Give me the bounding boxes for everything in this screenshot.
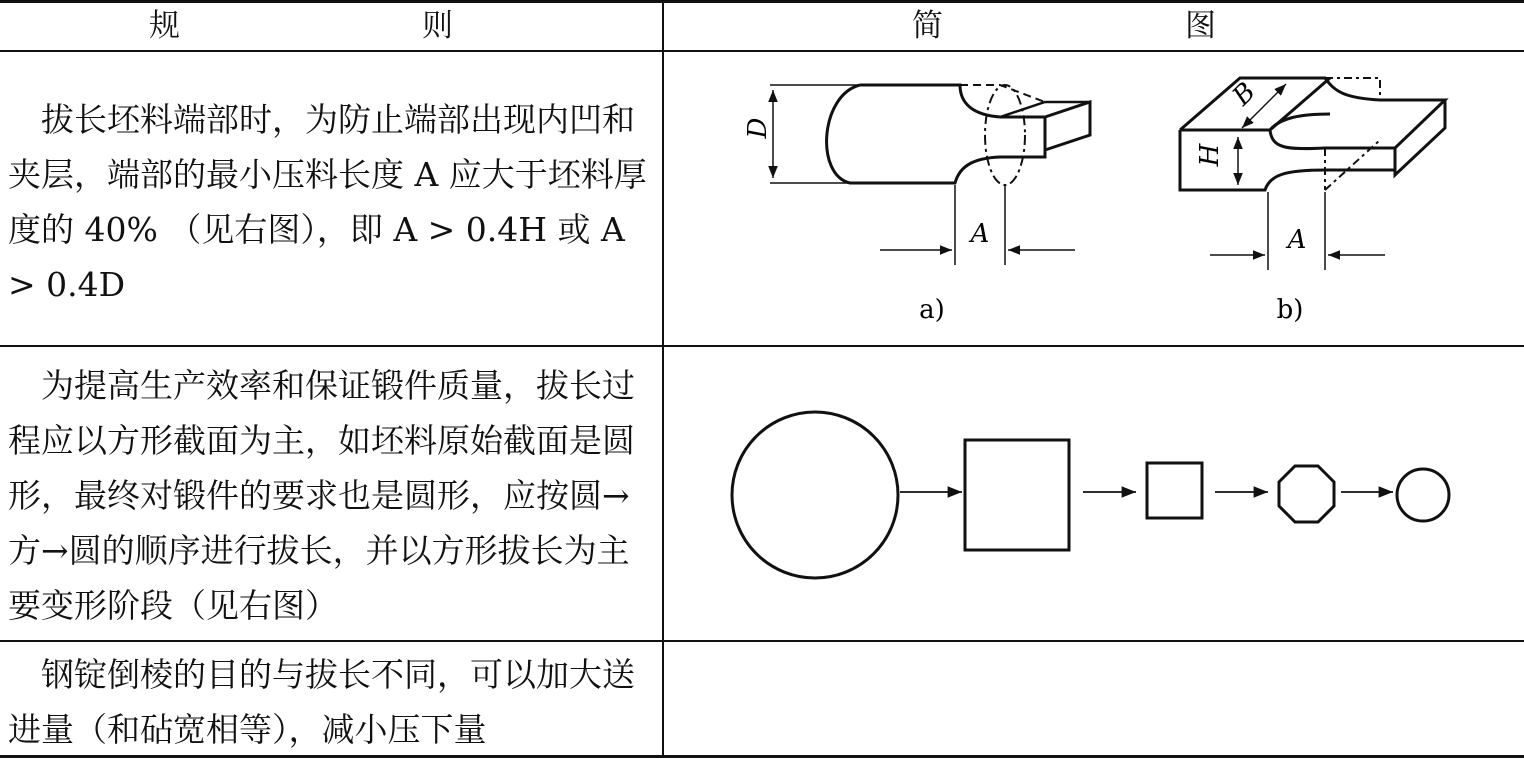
small-circle-shape — [1397, 469, 1449, 521]
label-a-left: A — [970, 219, 990, 249]
caption-a: a) — [919, 295, 945, 325]
rule-text-row-3: 钢锭倒棱的目的与拔长不同，可以加大送进量（和砧宽相等），减小压下量 — [8, 655, 635, 749]
label-h: H — [1195, 143, 1225, 167]
label-d: D — [743, 117, 773, 139]
large-square-shape — [965, 440, 1069, 550]
diagram-b-square-billet — [1180, 78, 1445, 190]
rule-text-row-2: 为提高生产效率和保证锻件质量，拔长过程应以方形截面为主，如坯料原始截面是圆形，最终对锻件的要求也是圆形，应按圆→方→圆的顺序进行拔长，并以方形拔长为主要变形阶段（见右图） — [8, 366, 635, 625]
octagon-shape — [1279, 466, 1334, 522]
header-diagram: 简 图 — [912, 8, 1276, 44]
caption-b: b) — [1276, 295, 1304, 325]
label-a-right: A — [1287, 225, 1307, 255]
header-rule: 规 则 — [149, 8, 513, 44]
diagram-a-round-billet — [827, 85, 1090, 185]
large-circle-shape — [732, 412, 898, 578]
rule-text-row-1: 拔长坯料端部时，为防止端部出现内凹和夹层，端部的最小压料长度 A 应大于坯料厚度的 40% （见右图），即 A > 0.4H 或 A > 0.4D — [8, 100, 647, 304]
label-b: B — [1226, 76, 1262, 112]
small-square-shape — [1147, 463, 1202, 518]
